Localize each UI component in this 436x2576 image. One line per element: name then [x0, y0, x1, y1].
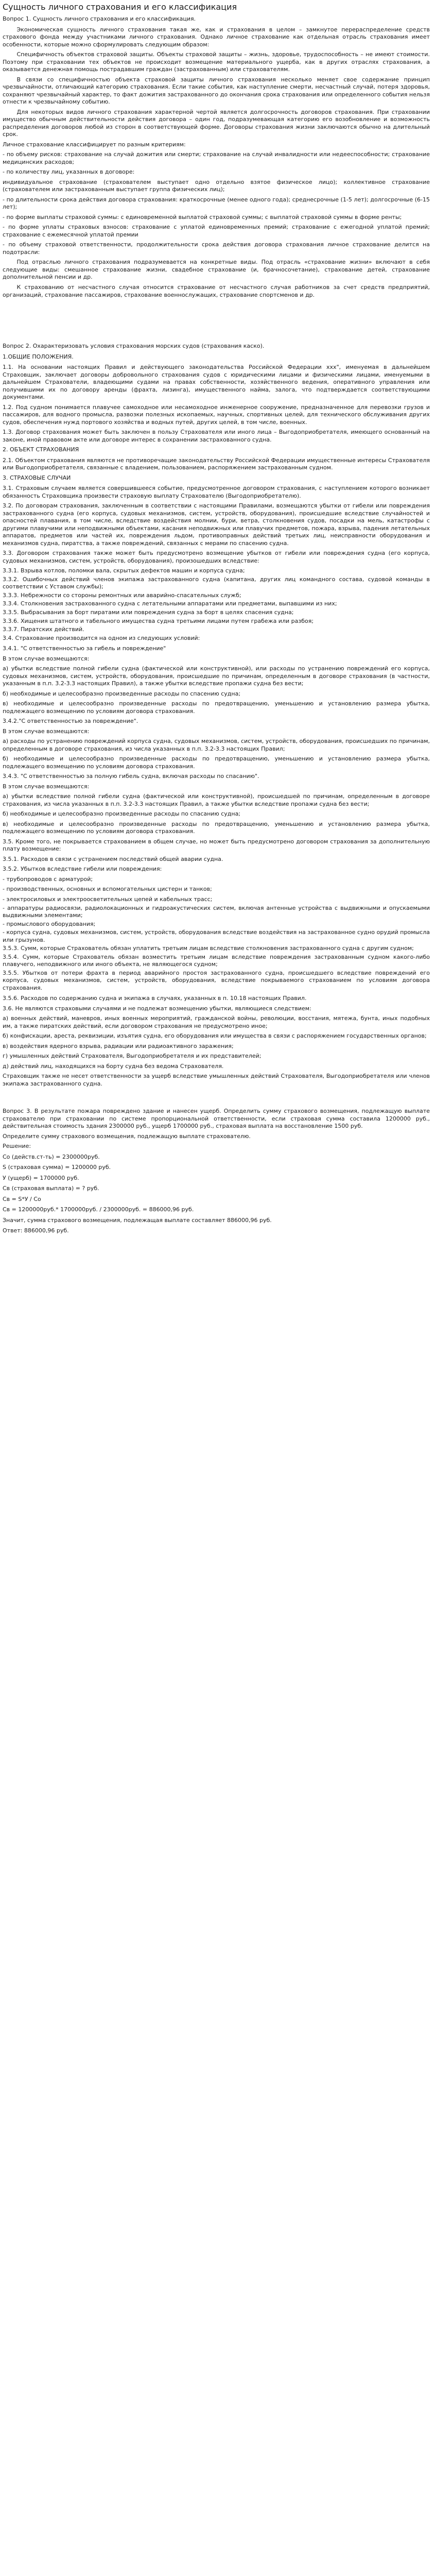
document [0, 0, 436, 1234]
list-item: - электросиловых и электроосветительных цепей и кабельных трасс; [3, 895, 213, 903]
list-item: - корпуса судна, судовых механизмов, систем, устройств, оборудования вследствие воздействия на застрахованное судно орудий промысла или грызунов. [3, 929, 430, 943]
list-item: 3.3.1. Взрыва котлов, поломки вала, скрытых дефектов машин и корпуса судна; [3, 567, 245, 574]
paragraph: 3.5.2. Убытков вследствие гибели или повреждения: [3, 866, 162, 873]
question-3-heading: Вопрос 3. В результате пожара повреждено здание и нанесен ущерб. Определить сумму страхового возмещения, подлежащую выплате страхователю при страховании по системе пропорциональной ответственности, если страховая сумма составила 1200000 руб., действительная стоимость здания 2300000 руб., ущерб 1700000 руб., страховая выплата на восстановление 1500 руб. [3, 1108, 432, 1130]
question-2-heading: Вопрос 2. Охарактеризовать условия страхования морских судов (страхования каско). [3, 343, 265, 350]
paragraph: 3.4.1. "С ответственностью за гибель и повреждение" [3, 645, 166, 652]
paragraph: 3.6. Не являются страховыми случаями и не подлежат возмещению убытки, являющиеся следствием: [3, 1005, 311, 1012]
paragraph: б) необходимые и целесообразно произведенные расходы по предотвращению, уменьшению и установлению размера убытка, подлежащего возмещению по условиям договора страхования. [3, 755, 432, 770]
paragraph: а) убытки вследствие полной гибели судна (фактической или конструктивной), происшедшей по причинам, определенным в договоре страхования, из числа указанных в п.п. 3.2-3.3 настоящих Правил, а также убытки вследствие пропажи судна без вести; [3, 793, 432, 807]
list-item: 3.5.3. Сумм, которые Страхователь обязан уплатить третьим лицам вследствие столкновения застрахованного судна с другим судном; [3, 945, 414, 952]
paragraph: В связи со специфичностью объекта страховой защиты личного страхования несколько меняет свое содержание принцип чрезвычайности, отличающий категорию страхования. Если такие события, как наступление смерти, несчастный случай, потеря здоровья, сохраняют чрезвычайный характер, то факт дожития застрахованного до окончания срока страхования или определенного события нельзя отнести к чрезвычайному событию. [3, 76, 432, 106]
paragraph: б) необходимые и целесообразно произведенные расходы по спасанию судна; [3, 810, 241, 818]
paragraph: В этом случае возмещаются: [3, 783, 90, 790]
list-item: 3.3.2. Ошибочных действий членов экипажа застрахованного судна (капитана, других лиц командного состава, судовой команды в соответствии с Уставом службы); [3, 575, 430, 590]
list-item: 3.3.6. Хищения штатного и табельного имущества судна третьими лицами путем грабежа или разбоя; [3, 617, 314, 624]
list-item: 3.4. Страхование производится на одном из следующих условий: [3, 634, 200, 641]
spacer [3, 301, 430, 343]
question-1-heading: Вопрос 1. Сущность личного страхования и его классификация. [3, 15, 196, 22]
list-item: 3.3.5. Выбрасывания за борт пиратами или повреждения судна за борт в целях спасения судна; [3, 609, 294, 616]
section-3-title: 3. СТРАХОВЫЕ СЛУЧАИ [3, 474, 71, 481]
paragraph: - по объему рисков: страхование на случай дожития или смерти; страхование на случай инвалидности или недееспособности; страхование медицинских расходов; [3, 151, 432, 165]
paragraph: 3.5.6. Расходов по содержанию судна и экипажа в случаях, указанных в п. 10.18 настоящих Правил. [3, 995, 307, 1002]
solution-label: Решение: [3, 1143, 31, 1150]
paragraph: 3.2. По договорам страхования, заключенным в соответствии с настоящими Правилами, возмещаются убытки от гибели или повреждения застрахованного судна (его корпуса, судовых механизмов, систем, устройств, оборудования), происшедшие вследствие случайностей и опасностей плавания, в том числе, вследствие воздействия молнии, бури, ветра, столкновения судов, посадки на мель, катастрофы с другими плавучими или неподвижными объектами, касания неподвижных или плавучих предметов, пожара, взрыва, падения летательных аппаратов, предметов или частей их, повреждения льдом, противоправных действий третьих лиц, неисправности оборудования и механизмов судна, пиратства, а также повреждений, связанных с мерами по спасению судна. [3, 502, 432, 547]
answer-line: Ответ: 886000,96 руб. [3, 1227, 69, 1234]
paragraph: в) необходимые и целесообразно произведенные расходы по предотвращению, уменьшению и установлению размера убытка, подлежащего возмещению по условиям договора страхования. [3, 820, 432, 835]
list [3, 896, 430, 992]
paragraph: 3.5. Кроме того, не покрывается страхованием в общем случае, но может быть предусмотрено договором страхования за дополнительную плату возмещение: [3, 838, 432, 853]
paragraph: 3.4.2."С ответственностью за повреждение". [3, 718, 138, 725]
calc-line: Со (действ.ст-ть) = 2300000руб. [3, 1153, 100, 1160]
calc-line: У (ущерб) = 1700000 руб. [3, 1174, 79, 1181]
paragraph: Значит, сумма страхового возмещения, подлежащая выплате составляет 886000,96 руб. [3, 1217, 272, 1224]
calc-line: Св = S*У / Со [3, 1195, 41, 1202]
paragraph: д) действий лиц, находящихся на борту судна без ведома Страхователя. [3, 1062, 224, 1070]
spacer [3, 1090, 430, 1108]
paragraph: индивидуальное страхование (страхователем выступает одно отдельно взятое физическое лицо); коллективное страхование (страхователем или застрахованным выступает группа физических лиц); [3, 178, 432, 193]
paragraph: - по длительности срока действия договора страхования: краткосрочные (менее одного года); среднесрочные (1-5 лет); долгосрочные (6-15 лет); [3, 196, 432, 211]
paragraph: 3.5.1. Расходов в связи с устранением последствий общей аварии судна. [3, 855, 223, 862]
list-item: - промыслового оборудования; [3, 920, 96, 927]
list-item: 3.5.4. Сумм, которые Страхователь обязан возместить третьим лицам вследствие повреждения застрахованным судном какого-либо плавучего, неподвижного или иного объекта, не являющегося судном; [3, 953, 430, 968]
list-item: 3.3.4. Столкновения застрахованного судна с летательными аппаратами или предметами, выпавшими из них; [3, 600, 337, 607]
paragraph: К страхованию от несчастного случая относится страхование от несчастного случая работников за счет средств предприятий, организаций, страхование пассажиров, страхование военнослужащих, страхование спортсменов и др. [3, 283, 432, 298]
calc-line: Св (страховая выплата) = ? руб. [3, 1185, 99, 1192]
paragraph: а) военных действий, маневров, иных военных мероприятий, гражданской войны, революции, восстания, мятежа, бунта, иных подобных им, а также пиратских действий, если договором страхования не предусмотрено иное; [3, 1015, 432, 1029]
paragraph: - производственных, основных и вспомогательных цистерн и танков; [3, 886, 212, 893]
paragraph: а) убытки вследствие полной гибели судна (фактической или конструктивной), или расходы по устранению повреждений его корпуса, судовых механизмов, систем, устройств, оборудования, происшедшие по причинам, определенным в договоре страхования (в частности, указанным в п.п. 3.2-3.3 настоящих Правил), а также убытки вследствие пропажи судна без вести; [3, 665, 432, 687]
paragraph: Специфичность объектов страховой защиты. Объекты страховой защиты – жизнь, здоровье, трудоспособность – не имеют стоимости. Поэтому при страховании тех объектов не происходит возмещение материального ущерба, как в других отраслях страхования, а оказывается денежная помощь пострадавшим граждан (застрахованным) или страхователям. [3, 51, 432, 73]
paragraph: а) расходы по устранению повреждений корпуса судна, судовых механизмов, систем, устройств, оборудования, происшедших по причинам, определенным в договоре страхования, из числа указанных в п.п. 3.2-3.3 настоящих Правил; [3, 738, 432, 752]
calc-line: Св = 1200000руб.* 1700000руб. / 2300000руб. = 886000,96 руб. [3, 1206, 194, 1213]
page-title: Сущность личного страхования и его классификация [3, 2, 237, 12]
paragraph: Страховщик также не несет ответственности за ущерб вследствие умышленных действий Страхователя, Выгодоприобретателя или членов экипажа застрахованного судна. [3, 1073, 432, 1087]
list-item: - аппаратуры радиосвязи, радиолокационных и гидроакустических систем, включая антенные устройства с выдвижными и опускаемыми выдвижными элементами; [3, 904, 430, 919]
paragraph: - по количеству лиц, указанных в договоре: [3, 168, 135, 176]
paragraph: б) необходимые и целесообразно произведенные расходы по спасению судна; [3, 690, 241, 697]
list-item: 3.5.5. Убытков от потери фрахта в период аварийного простоя застрахованного судна, происшедшего вследствие повреждений его корпуса, судовых механизмов, систем, устройств, оборудования, вследствие покрываемого страхованием по условиям договора страхования. [3, 969, 430, 991]
paragraph: В этом случае возмещаются: [3, 727, 90, 735]
section-1-title: 1.ОБЩИЕ ПОЛОЖЕНИЯ. [3, 353, 74, 360]
paragraph: Определите сумму страхового возмещения, подлежащую выплате страхователю. [3, 1132, 251, 1140]
paragraph: 3.1. Страховым случаем является совершившееся событие, предусмотренное договором страхования, с наступлением которого возникает обязанность Страховщика произвести страховую выплату Страхователю (Выгодоприобретателю). [3, 485, 432, 499]
paragraph: 3.3. Договором страхования также может быть предусмотрено возмещение убытков от гибели или повреждения судна (его корпуса, судовых механизмов, систем, устройств, оборудования), произошедших вследствие: [3, 550, 432, 564]
paragraph: г) умышленных действий Страхователя, Выгодоприобретателя и их представителей; [3, 1053, 261, 1060]
paragraph: 1.2. Под судном понимается плавучее самоходное или несамоходное инженерное сооружение, предназначенное для перевозки грузов и пассажиров, для водного промысла, развозки полезных ископаемых, научных, спортивных целей, для технического обслуживания других судов, обеспечения нужд портового хозяйства и водных путей, других целей, в том числе, военных. [3, 403, 432, 426]
paragraph: 2.1. Объектом страхования являются не противоречащие законодательству Российской Федерации имущественные интересы Страхователя или Выгодоприобретателя, связанные с владением, пользованием, распоряжением застрахованным судном. [3, 456, 432, 471]
paragraph: Под отраслью личного страхования подразумевается на конкретные виды. Под отрасль «страхование жизни» включают в себя следующие виды: смешанное страхование жизни, свадебное страхование (и, брачносочетание), страхование детей, страхование дополнительной пенсии и др. [3, 259, 432, 281]
paragraph: б) конфискации, ареста, реквизиции, изъятия судна, его оборудования или имущества в связи с распоряжением государственных органов; [3, 1032, 427, 1040]
paragraph: В этом случае возмещаются: [3, 655, 90, 662]
paragraph: 1.1. На основании настоящих Правил и действующего законодательства Российской Федерации ххх", именуемая в дальнейшем Страховщик, заключает договоры добровольного страхования судов с юридическими лицами и физическими лицами, именуемыми в дальнейшем Страхователи, владеющими судами на правах собственности, хозяйственного ведения, оперативного управления или получившими их по договору аренды (фрахта, лизинга), имущественного найма, залога, что подтверждается соответствующими документами. [3, 364, 432, 401]
paragraph: Для некоторых видов личного страхования характерной чертой является долгосрочность договоров страхования. При страховании имущество обычным действительности действия договора – один год, подразумевающая категорию его возобновление и возможность распределения договоров любой из сторон в соответствующей форме. Договоры страхования жизни заключаются обычно на длительный срок. [3, 108, 432, 138]
paragraph: Экономическая сущность личного страхования такая же, как и страхования в целом – замкнутое перераспределение средств страхового фонда между участниками личного страхования. Однако личное страхование как отдельная отрасль страхования имеет особенности, которые можно сформулировать следующим образом: [3, 26, 432, 48]
paragraph: в) воздействия ядерного взрыва, радиации или радиоактивного заражения; [3, 1042, 234, 1049]
list-item: 3.3.7. Пиратских действий. [3, 626, 84, 633]
paragraph: - по объему страховой ответственности, продолжительности срока действия договора страхования личное страхование делится на подотрасли: [3, 241, 432, 256]
paragraph: 1.3. Договор страхования может быть заключен в пользу Страхователя или иного лица – Выгодоприобретателя, имеющего основанный на законе, иной правовом акте или договоре интерес в сохранении застрахованного судна. [3, 429, 432, 443]
list [3, 567, 430, 642]
paragraph: - трубопроводов с арматурой; [3, 875, 93, 883]
list-item: 3.3.3. Небрежности со стороны ремонтных или аварийно-спасательных служб; [3, 591, 241, 599]
paragraph: Личное страхование классифицирует по разным критериям: [3, 141, 186, 148]
calc-line: S (страховая сумма) = 1200000 руб. [3, 1164, 111, 1171]
section-2-title: 2. ОБЪЕКТ СТРАХОВАНИЯ [3, 446, 79, 453]
paragraph: - по форме выплаты страховой суммы: с единовременной выплатой страховой суммы; с выплатой страховой суммы в форме ренты; [3, 213, 402, 221]
paragraph: - по форме уплаты страховых взносов: страхование с уплатой единовременных премий; страхование с ежегодной уплатой премий; страхование с ежемесячной уплатой премии [3, 224, 432, 238]
paragraph: 3.4.3. "С ответственностью за полную гибель судна, включая расходы по спасанию". [3, 773, 259, 780]
paragraph: в) необходимые и целесообразно произведенные расходы по предотвращению, уменьшению и установлению размера убытка, подлежащего возмещению по условиям договора страхования. [3, 700, 432, 715]
